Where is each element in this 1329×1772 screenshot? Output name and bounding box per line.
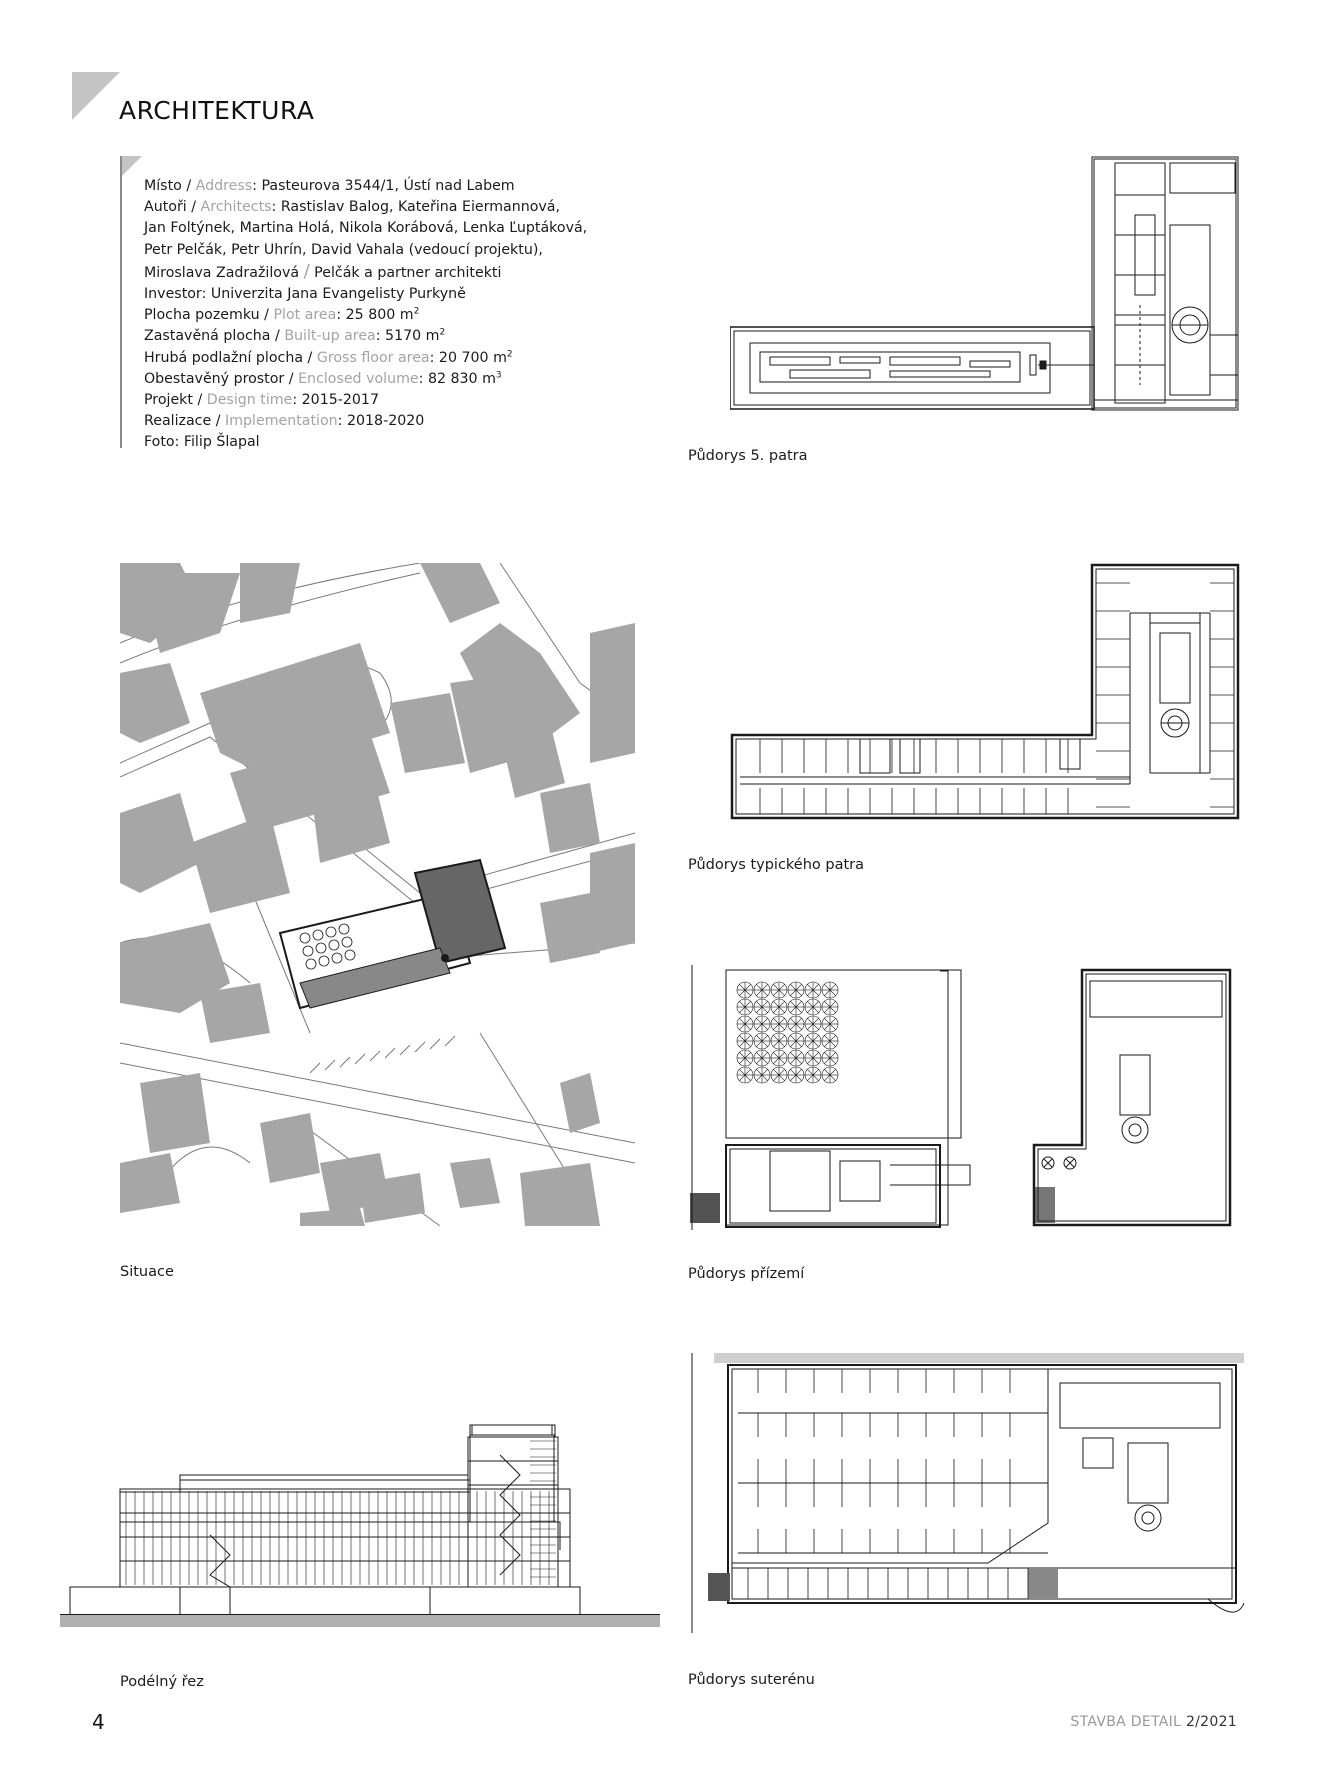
site-plan: [120, 563, 635, 1226]
fifth-floor-plan: [730, 155, 1240, 413]
info-implementation: Realizace / Implementation: 2018-2020: [144, 413, 425, 430]
info-architects-cont: Petr Pelčák, Petr Uhrín, David Vahala (vedoucí projektu),: [144, 241, 543, 258]
section-title: ARCHITEKTURA: [119, 96, 315, 125]
info-architects-cont: Jan Foltýnek, Martina Holá, Nikola Korábová, Lenka Ľuptáková,: [144, 220, 588, 237]
info-architects-cont: Miroslava Zadražilová / Pelčák a partner architekti: [144, 260, 502, 282]
magazine-footer: STAVBA DETAIL 2/2021: [1070, 1714, 1237, 1730]
section-marker: [72, 72, 120, 120]
section-drawing: [60, 1415, 660, 1655]
caption-section: Podélný řez: [120, 1674, 204, 1690]
info-design-time: Projekt / Design time: 2015-2017: [144, 392, 379, 409]
ground-floor-plan: [690, 965, 1240, 1230]
info-architects: Autoři / Architects: Rastislav Balog, Kateřina Eiermannová,: [144, 199, 560, 216]
caption-fifth-floor: Půdorys 5. patra: [688, 448, 808, 464]
info-investor: Investor: Univerzita Jana Evangelisty Purkyně: [144, 286, 466, 303]
basement-plan: [688, 1353, 1248, 1645]
caption-ground-floor: Půdorys přízemí: [688, 1266, 805, 1282]
caption-site: Situace: [120, 1264, 174, 1280]
typical-floor-plan: [730, 563, 1240, 821]
caption-typical-floor: Půdorys typického patra: [688, 857, 865, 873]
info-divider: [120, 156, 122, 448]
info-marker: [122, 156, 142, 176]
info-gross-floor-area: Hrubá podlažní plocha / Gross floor area: 20 700 $m^2$: [144, 348, 513, 366]
caption-basement: Půdorys suterénu: [688, 1672, 815, 1688]
page-number: 4: [92, 1710, 105, 1734]
info-builtup-area: Zastavěná plocha / Built-up area: 5170 $m^2$: [144, 327, 446, 345]
info-address: Místo / Address: Pasteurova 3544/1, Ústí nad Labem: [144, 178, 515, 194]
project-info: [144, 176, 587, 454]
info-plot-area: Plocha pozemku / Plot area: 25 800 $m^2$: [144, 306, 420, 324]
info-enclosed-volume: Obestavěný prostor / Enclosed volume: 82 830 $m^3$: [144, 370, 502, 387]
info-photo: Foto: Filip Šlapal: [144, 434, 260, 451]
